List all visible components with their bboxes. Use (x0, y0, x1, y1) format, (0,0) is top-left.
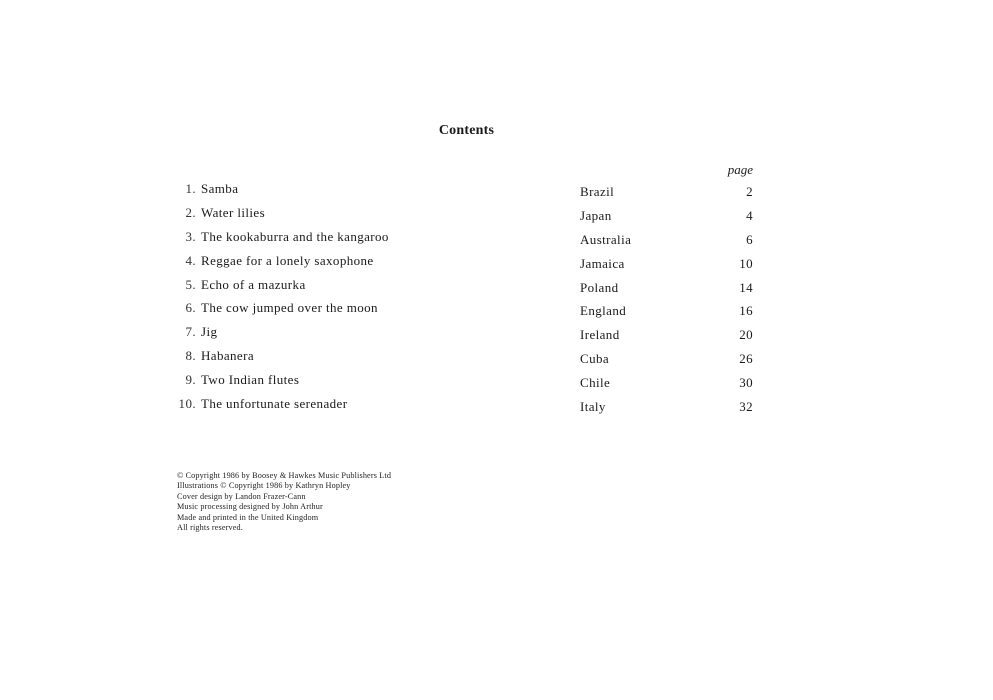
toc-entry (170, 253, 755, 277)
toc-entry (170, 372, 755, 396)
toc-entry (170, 300, 755, 324)
toc-entry-country: Italy (580, 399, 606, 415)
toc-entry (170, 181, 755, 205)
page-title: Contents (438, 123, 495, 138)
toc-entry-page: 10 (739, 255, 753, 271)
toc-entry-page: 26 (739, 351, 753, 367)
toc-entry-country: Poland (580, 279, 619, 295)
page-column-label: page (727, 162, 753, 177)
toc-entry-number: 3. (185, 228, 196, 244)
toc-entry-title: Reggae for a lonely saxophone (201, 252, 374, 268)
toc-entry-number: 9. (185, 372, 196, 388)
toc-entry-page: 14 (739, 279, 753, 295)
table-of-contents (170, 181, 755, 420)
toc-entry-title: Habanera (201, 348, 254, 364)
toc-entry-title: The kookaburra and the kangaroo (201, 228, 389, 244)
toc-entry-page: 4 (746, 207, 753, 223)
credit-line: Illustrations © Copyright 1986 by Kathryn Hopley (177, 481, 351, 491)
credit-line: Made and printed in the United Kingdom (177, 512, 319, 522)
toc-entry (170, 348, 755, 372)
toc-entry-number: 1. (185, 181, 196, 196)
credit-line: © Copyright 1986 by Boosey & Hawkes Music Publishers Ltd (177, 471, 392, 480)
toc-entry-title: Water lilies (201, 204, 266, 220)
toc-entry-number: 6. (185, 300, 196, 316)
toc-entry (170, 396, 755, 420)
toc-entry-page: 6 (746, 231, 753, 247)
toc-entry-number: 7. (185, 324, 196, 340)
toc-entry-number: 4. (185, 252, 196, 268)
toc-entry-page: 32 (739, 399, 753, 415)
toc-entry-title: Samba (201, 181, 239, 196)
credit-line: Cover design by Landon Frazer-Cann (177, 491, 306, 501)
toc-entry-country: Jamaica (580, 255, 625, 271)
toc-entry-number: 8. (185, 348, 196, 364)
toc-entry-country: England (580, 303, 627, 319)
credit-line: All rights reserved. (177, 523, 243, 533)
toc-entry-title: Two Indian flutes (201, 372, 300, 388)
toc-entry-page: 30 (739, 375, 753, 391)
toc-entry-title: Echo of a mazurka (201, 276, 306, 292)
toc-entry (170, 324, 755, 348)
toc-entry (170, 205, 755, 229)
toc-entry-number: 5. (185, 276, 196, 292)
toc-entry-number: 10. (178, 396, 196, 412)
toc-entry-page: 2 (746, 184, 753, 199)
credit-line: Music processing designed by John Arthur (177, 502, 323, 512)
toc-entry-page: 16 (739, 303, 753, 319)
toc-entry (170, 229, 755, 253)
toc-entry-title: The unfortunate serenader (201, 396, 348, 412)
toc-entry-country: Australia (580, 231, 632, 247)
toc-entry-country: Brazil (580, 184, 615, 199)
toc-entry-page: 20 (739, 327, 753, 343)
toc-entry-country: Japan (580, 207, 612, 223)
toc-entry-title: The cow jumped over the moon (201, 300, 378, 316)
toc-entry-number: 2. (185, 204, 196, 220)
toc-entry-country: Cuba (580, 351, 610, 367)
toc-entry (170, 277, 755, 301)
toc-entry-title: Jig (201, 324, 218, 340)
toc-entry-country: Chile (580, 375, 611, 391)
copyright-credits (177, 471, 391, 533)
toc-entry-country: Ireland (580, 327, 620, 343)
